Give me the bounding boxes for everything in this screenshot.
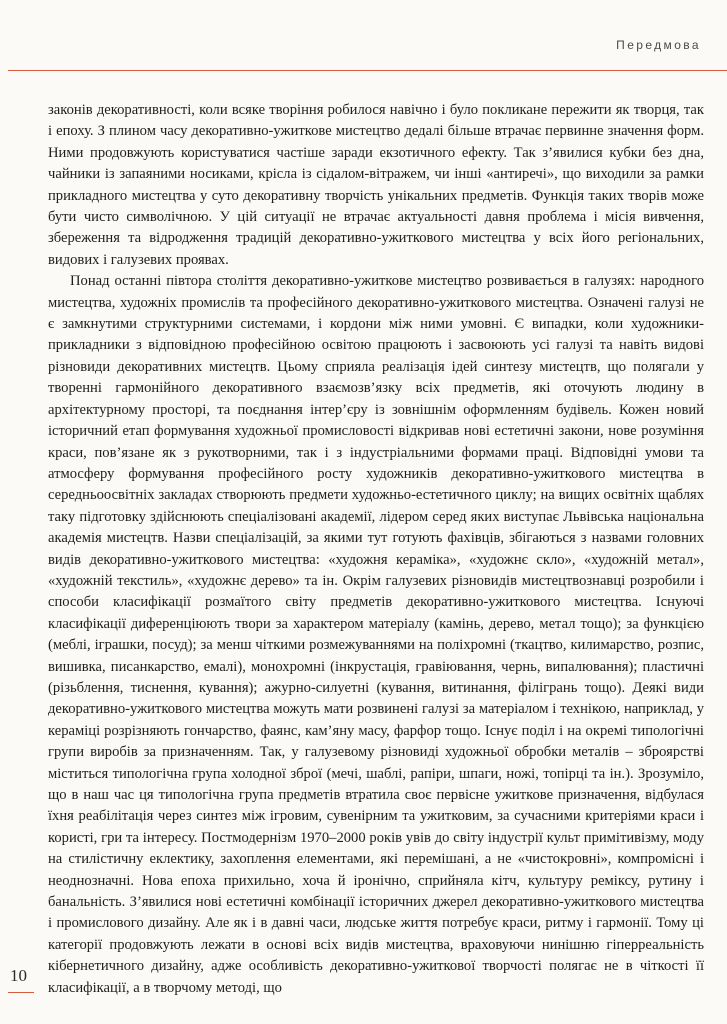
paragraph: Понад останні півтора століття декоративно-ужиткове мистецтво розвивається в галузях: народного мистецтва, художніх промислів та професійного декоративно-ужиткового мистецтва. Означені галузі не є замкнутими структурними системами, і кордони між ними умовні. Є випадки, коли художники-прикладники з відповідною професійною освітою працюють і засвоюють усі галузі та навіть видові різновиди декоративних мистецтв. Цьому сприяла реалізація ідей синтезу мистецтв, що полягали у творенні гармонійного декоративного взаємозв’язку всіх предметів, які оточують людину в архітектурному просторі, та поєднання інтер’єру із зовнішнім оформленням будівель. Кожен новий історичний етап формування художньої промисловості відкривав нові естетичні закони, нове розуміння краси, пов’язане як з рукотворними, так і з індустріальними формами праці. Відповідні умови та атмосферу формування професійного росту художників декоративно-ужиткового мистецтва в середньоосвітніх закладах створюють предмети художньо-естетичного циклу; на вищих освітніх щаблях таку підготовку здійснюють спеціалізовані академії, лідером серед яких виступає Львівська національна академія мистецтв. Назви спеціалізацій, за якими тут готують фахівців, збігаються з назвами головних видів декоративно-ужиткового мистецтва: «художня кераміка», «художнє скло», «художній метал», «художній текстиль», «художнє дерево» та ін. Окрім галузевих різновидів мистецтвознавці розробили і способи класифікації розмаїтого світу предметів декоративно-ужиткового мистецтва. Існуючі класифікації диференціюють твори за характером матеріалу (камінь, дерево, метал тощо); за функцією (меблі, іграшки, посуд); за менш чіткими розмежуваннями на поліхромні (ткацтво, килимарство, розпис, вишивка, писанкарство, емалі), монохромні (інкрустація, гравіювання, чернь, випалювання); пластичні (різьблення, тиснення, кування); ажурно-силуетні (кування, витинання, філігрань тощо). Деякі види декоративно-ужиткового мистецтва можуть мати розвинені галузі за матеріалом і технікою, наприклад, у кераміці розрізняють гончарство, фаянс, кам’яну масу, фарфор тощо. Існує поділ і на окремі типологічні групи виробів за призначенням. Так, у галузевому різновиді художньої обробки металів – зброярстві міститься типологічна група холодної зброї (мечі, шаблі, рапіри, шпаги, ножі, топірці та ін.). Зрозуміло, що в наш час ця типологічна група предметів втратила своє первісне ужиткове призначення, відбулася їхня реабілітація через синтез між ігровим, сувенірним та ужитковим, за сучасними критеріями краси і користі, гри та інтересу. Постмодернізм 1970–2000 років увів до світу індустрії культ примітивізму, моду на стилістичну еклектику, захоплення елементами, які перемішані, а не «чистокровні», компромісні і неоднозначні. Нова епоха прихильно, хоча й іронічно, сприйняла кітч, культуру реміксу, рутину і банальність. З’явилися нові естетичні комбінації історичних джерел декоративно-ужиткового мистецтва і промислового дизайну. Але як і в давні часи, людське життя потребує краси, ритму і гармонії. Тому ці категорії продовжують лежати в основі всіх видів мистецтва, враховуючи нинішню гіперреальність кібернетичного дизайну, адже особливість декоративно-ужиткової творчості полягає не в чіткості її класифікації, а в творчому методі, що: [48, 273, 704, 996]
page-number: 10: [10, 966, 27, 985]
body-text: [48, 100, 704, 999]
footer-rule: [8, 992, 34, 993]
header-rule: [8, 70, 727, 71]
running-header: Передмова: [616, 38, 701, 52]
paragraph-continuation: законів декоративності, коли всяке творіння робилося навічно і було покликане пережити як творця, так і епоху. З плином часу декоративно-ужиткове мистецтво дедалі більше втрачає первинне значення форм. Ними продовжують користуватися частіше заради екзотичного ефекту. Так з’явилися кубки без дна, чайники із запаяними носиками, крісла із сідалом-вітражем, чи інші «антиречі», що виходили за рамки прикладного мистецтва у суто декоративну творчість унікальних предметів. Функція таких творів може бути чисто символічною. У цій ситуації не втрачає актуальності давня проблема і місія вивчення, збереження та відродження традицій декоративно-ужиткового мистецтва у всіх його регіональних, видових і галузевих проявах.: [48, 102, 704, 268]
